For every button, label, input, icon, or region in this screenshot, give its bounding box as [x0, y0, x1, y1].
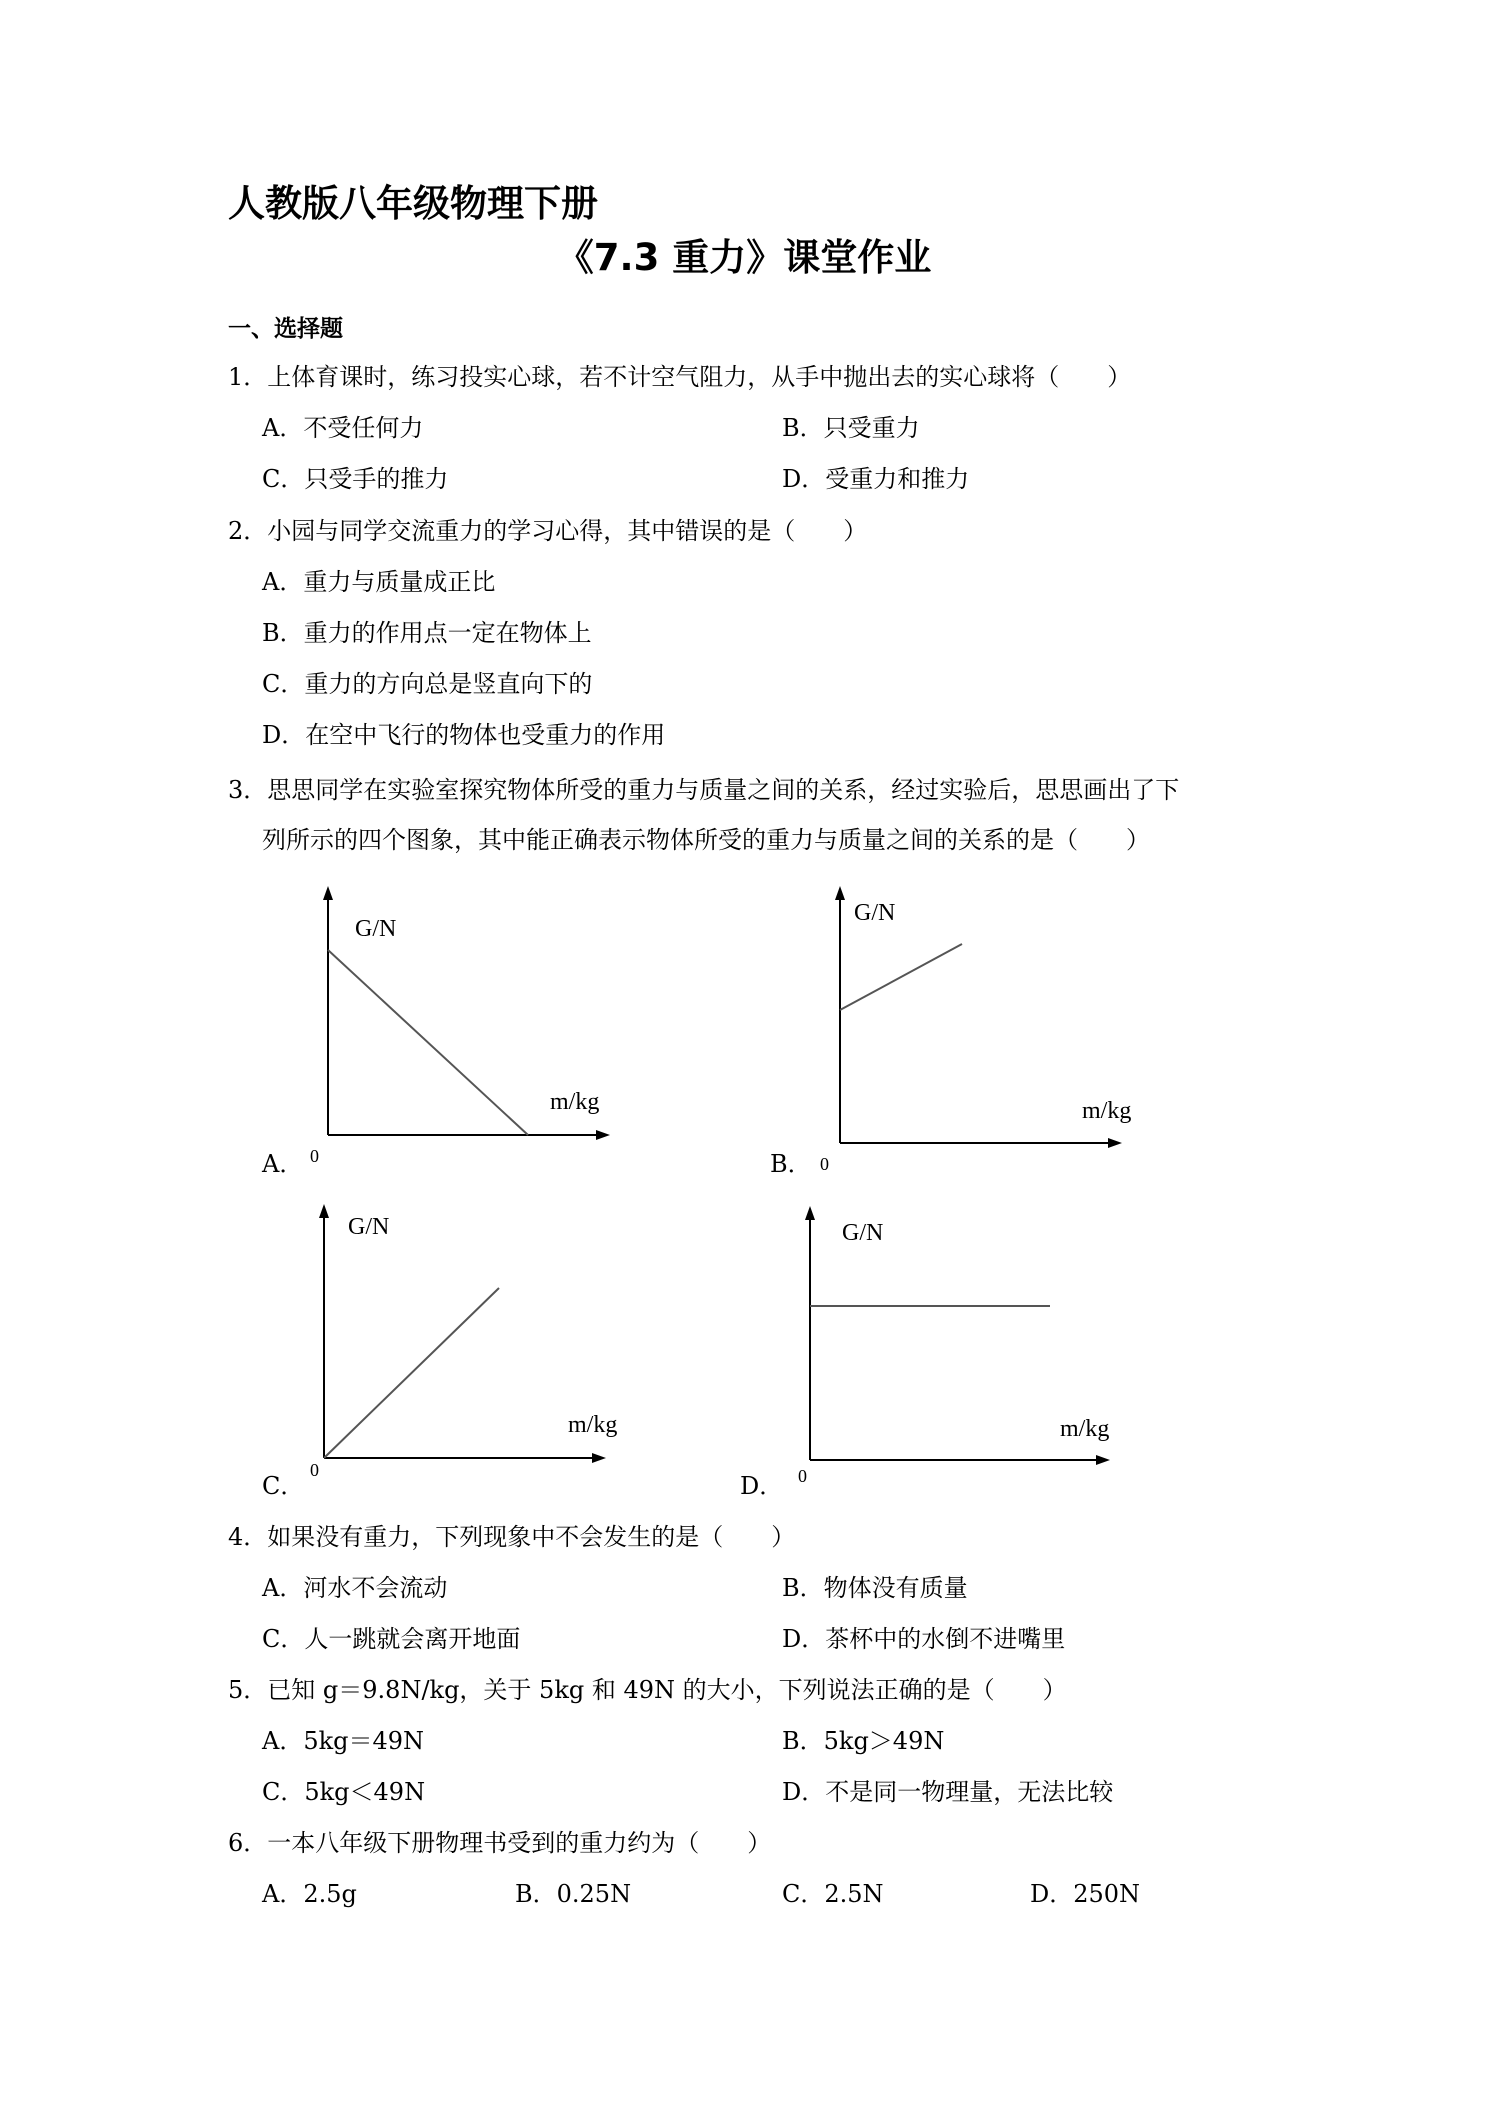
question-5	[228, 1674, 1067, 1706]
graph-line	[328, 950, 528, 1135]
graph-d-label: D．	[740, 1472, 784, 1500]
question-3	[228, 774, 1179, 806]
origin-label: 0	[310, 1460, 319, 1480]
y-axis-label: G/N	[854, 900, 896, 926]
question-2	[228, 515, 867, 547]
question-stem: 思思同学在实验室探究物体所受的重力与质量之间的关系，经过实验后，思思画出了下	[267, 776, 1180, 804]
q4-option-c: C．人一跳就会离开地面	[262, 1625, 521, 1653]
graph-b	[812, 880, 1142, 1174]
q2-option-d: D．在空中飞行的物体也受重力的作用	[262, 721, 666, 749]
q6-option-d: D．250N	[1030, 1880, 1141, 1908]
question-number: 2．	[228, 517, 268, 545]
q1-option-b: B．只受重力	[782, 414, 920, 442]
origin-label: 0	[820, 1154, 829, 1174]
q6-option-c: C．2.5N	[782, 1880, 884, 1908]
q1-option-c: C．只受手的推力	[262, 465, 449, 493]
q4-option-a: A．河水不会流动	[262, 1574, 448, 1602]
q5-option-c: C．5kg＜49N	[262, 1778, 426, 1806]
origin-label: 0	[798, 1466, 807, 1486]
question-stem: 已知 g＝9.8N/kg，关于 5kg 和 49N 的大小，下列说法正确的是（ ）	[267, 1676, 1067, 1704]
y-axis-label: G/N	[842, 1220, 884, 1246]
y-axis-label: G/N	[355, 916, 397, 942]
graph-line	[324, 1288, 499, 1458]
graph-c-label: C．	[262, 1472, 305, 1500]
q6-option-b: B．0.25N	[515, 1880, 632, 1908]
q2-option-b: B．重力的作用点一定在物体上	[262, 619, 592, 647]
q4-option-d: D．茶杯中的水倒不进嘴里	[782, 1625, 1066, 1653]
graph-line	[840, 944, 962, 1010]
x-axis-label: m/kg	[550, 1089, 600, 1115]
q6-option-a: A．2.5g	[262, 1880, 357, 1908]
section-heading: 一、选择题	[228, 316, 343, 342]
origin-label: 0	[310, 1146, 319, 1166]
question-6	[228, 1827, 771, 1859]
graph-a-label: A．	[262, 1150, 304, 1178]
q5-option-a: A．5kg＝49N	[262, 1727, 425, 1755]
y-axis-label: G/N	[348, 1214, 390, 1240]
document-title: 人教版八年级物理下册	[228, 182, 598, 225]
graph-d	[782, 1200, 1122, 1486]
question-3-continued: 列所示的四个图象，其中能正确表示物体所受的重力与质量之间的关系的是（ ）	[262, 826, 1150, 854]
q2-option-c: C．重力的方向总是竖直向下的	[262, 670, 593, 698]
x-axis-label: m/kg	[568, 1412, 618, 1438]
q1-option-a: A．不受任何力	[262, 414, 424, 442]
question-stem: 一本八年级下册物理书受到的重力约为（ ）	[267, 1829, 772, 1857]
q5-option-b: B．5kg＞49N	[782, 1727, 945, 1755]
question-number: 5．	[228, 1676, 268, 1704]
question-number: 6．	[228, 1829, 268, 1857]
question-number: 4．	[228, 1523, 268, 1551]
q4-option-b: B．物体没有质量	[782, 1574, 968, 1602]
q1-option-d: D．受重力和推力	[782, 465, 970, 493]
document-subtitle: 《7.3 重力》课堂作业	[556, 236, 932, 279]
question-number: 3．	[228, 776, 268, 804]
x-axis-label: m/kg	[1060, 1416, 1110, 1442]
question-4	[228, 1521, 795, 1553]
question-stem: 小园与同学交流重力的学习心得，其中错误的是（ ）	[267, 517, 868, 545]
graph-a	[300, 880, 630, 1166]
q5-option-d: D．不是同一物理量，无法比较	[782, 1778, 1114, 1806]
graph-c	[296, 1198, 626, 1480]
question-1	[228, 361, 1131, 393]
question-number: 1．	[228, 363, 268, 391]
question-stem: 上体育课时，练习投实心球，若不计空气阻力，从手中抛出去的实心球将（ ）	[267, 363, 1132, 391]
x-axis-label: m/kg	[1082, 1098, 1132, 1124]
graph-b-label: B．	[770, 1150, 812, 1178]
question-stem: 如果没有重力，下列现象中不会发生的是（ ）	[267, 1523, 796, 1551]
q2-option-a: A．重力与质量成正比	[262, 568, 496, 596]
